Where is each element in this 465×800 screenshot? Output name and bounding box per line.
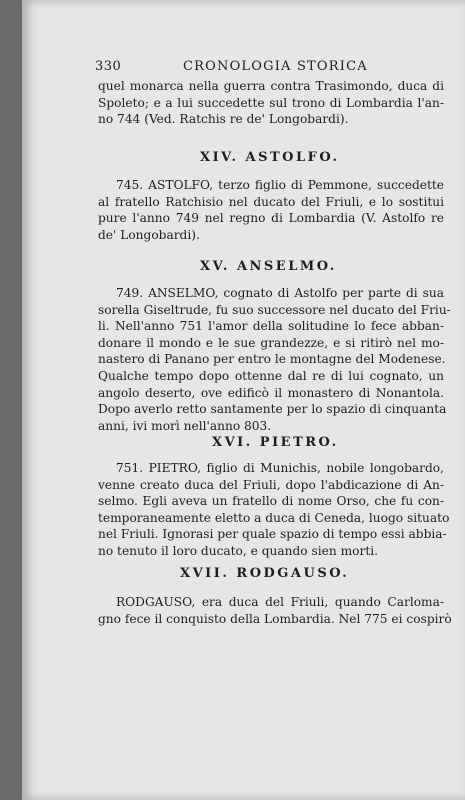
text-line: nel Friuli. Ignorasi per quale spazio di tempo essi abbia- <box>98 527 447 542</box>
text-line: 751. PIETRO, figlio di Munichis, nobile longobardo, <box>116 461 444 475</box>
text-line: quel monarca nella guerra contra Trasimondo, duca di <box>98 79 444 93</box>
text-line: angolo deserto, ove edificò il monastero di Nonantola. <box>98 385 444 400</box>
section-heading-anselmo: XV. ANSELMO. <box>200 259 337 274</box>
text-line: RODGAUSO, era duca del Friuli, quando Carloma- <box>116 595 444 609</box>
intro-paragraph <box>98 78 444 128</box>
text-line: anni, ivi morì nell'anno 803. <box>98 418 272 433</box>
text-line: de' Longobardi). <box>98 227 200 242</box>
paragraph-pietro <box>98 460 450 560</box>
book-page <box>22 0 465 800</box>
text-line: venne creato duca del Friuli, dopo l'abdicazione di An- <box>98 477 444 492</box>
paragraph-anselmo <box>98 285 451 434</box>
text-line: Qualche tempo dopo ottenne dal re di lui cognato, un <box>98 368 444 383</box>
text-line: 745. ASTOLFO, terzo figlio di Pemmone, succedette <box>116 178 444 192</box>
text-line: no tenuto il loro ducato, e quando sien morti. <box>98 543 378 558</box>
section-heading-pietro: XVI. PIETRO. <box>212 435 339 450</box>
text-line: li. Nell'anno 751 l'amor della solitudine lo fece abban- <box>98 319 444 334</box>
text-line: no 744 (Ved. Ratchis re de' Longobardi). <box>98 112 349 127</box>
paragraph-rodgauso <box>98 594 452 627</box>
text-line: al fratello Ratchisio nel ducato del Friuli, e lo sostitui <box>98 194 444 209</box>
section-heading-astolfo: XIV. ASTOLFO. <box>200 150 340 165</box>
section-heading-rodgauso: XVII. RODGAUSO. <box>180 566 350 581</box>
text-line: sorella Giseltrude, fu suo successore nel ducato del Friu- <box>98 302 451 317</box>
text-line: Spoleto; e a lui succedette sul trono di Lombardia l'an- <box>98 95 444 110</box>
text-line: selmo. Egli aveva un fratello di nome Orso, che fu con- <box>98 494 444 509</box>
text-line: temporaneamente eletto a duca di Ceneda, luogo situato <box>98 510 450 525</box>
text-line: Dopo averlo retto santamente per lo spazio di cinquanta <box>98 402 447 417</box>
running-title: CRONOLOGIA STORICA <box>183 59 368 74</box>
page-number: 330 <box>95 59 122 74</box>
text-line: pure l'anno 749 nel regno di Lombardia (V. Astolfo re <box>98 211 444 226</box>
text-line: donare il mondo e le sue grandezze, e si ritirò nel mo- <box>98 335 444 350</box>
text-line: gno fece il conquisto della Lombardia. Nel 775 ei cospirò <box>98 611 452 626</box>
paragraph-astolfo <box>98 177 444 243</box>
text-line: 749. ANSELMO, cognato di Astolfo per parte di sua <box>116 286 444 300</box>
text-line: nastero di Panano per entro le montagne del Modenese. <box>98 352 446 367</box>
